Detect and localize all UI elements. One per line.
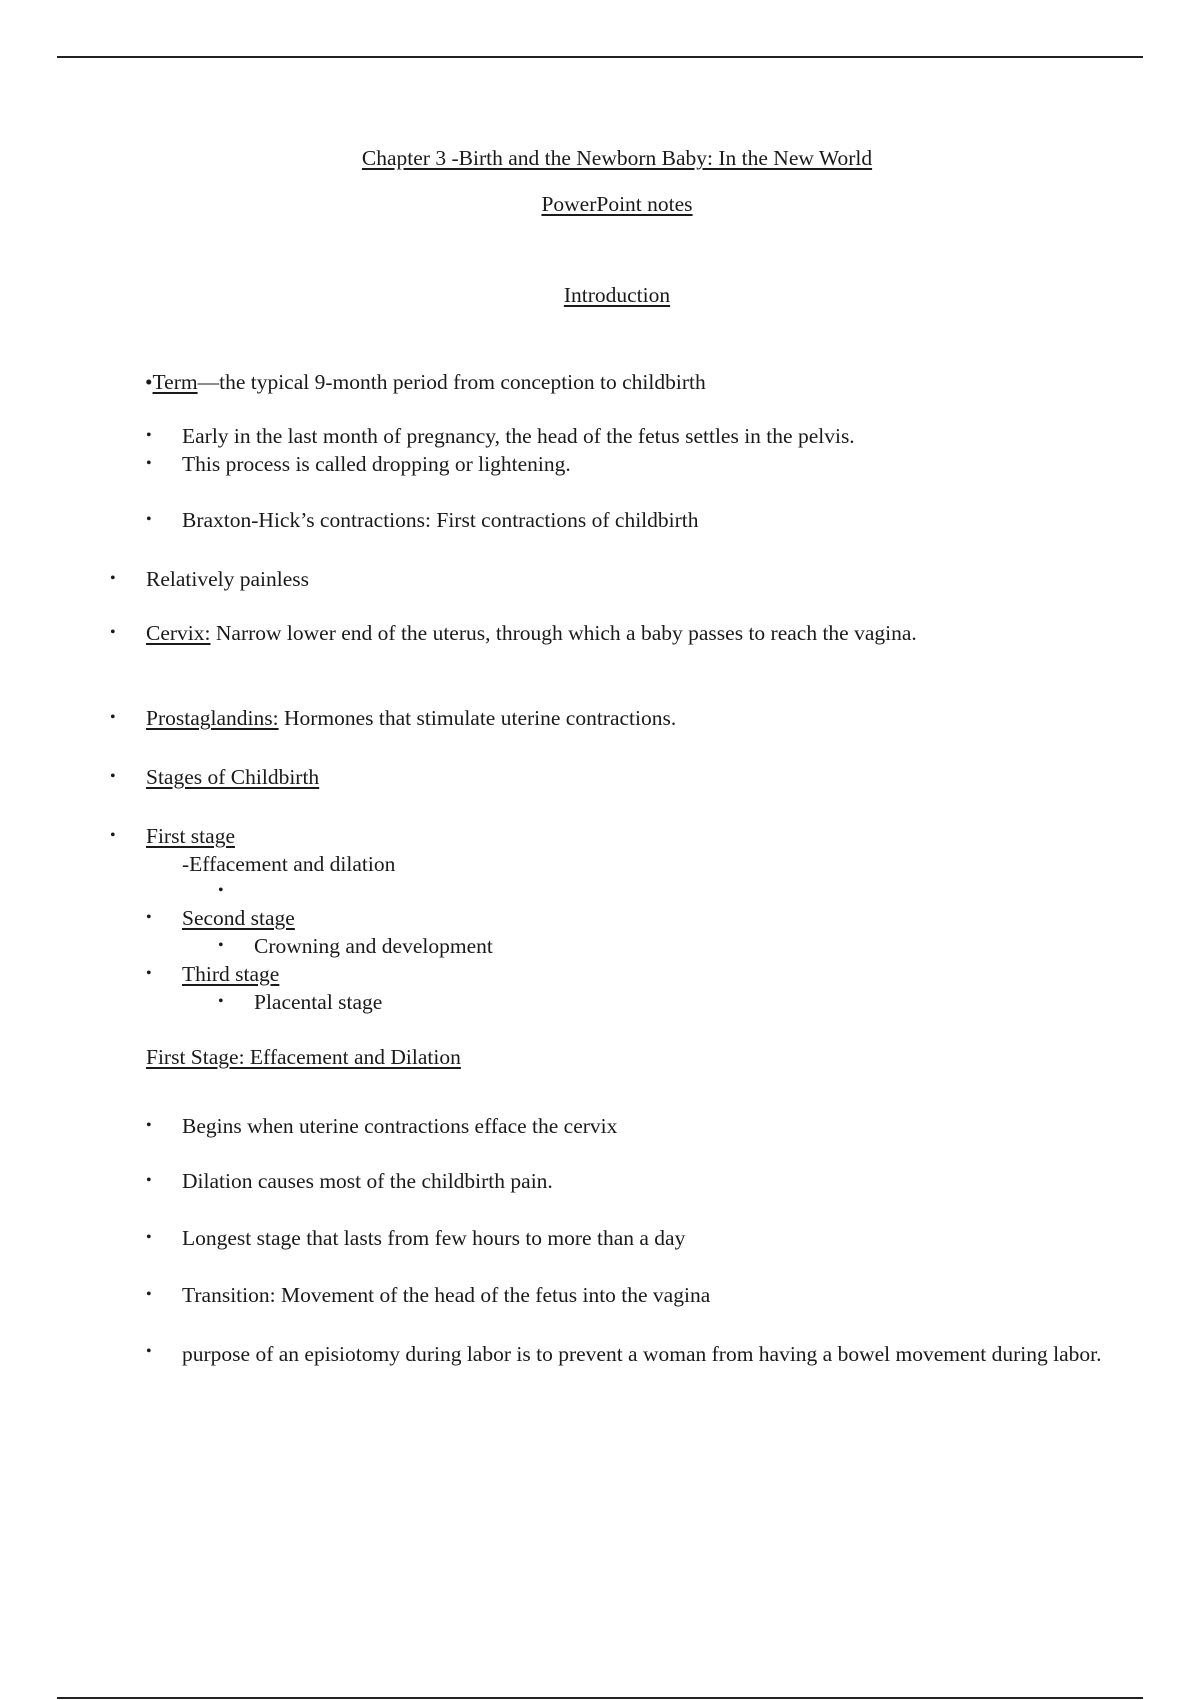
stage-third: Third stage bbox=[182, 962, 280, 986]
bullet-glyph: • bbox=[146, 455, 152, 472]
first-stage-item: Dilation causes most of the childbirth pain. bbox=[182, 1169, 553, 1193]
document-title: Chapter 3 -Birth and the Newborn Baby: In the New World bbox=[361, 146, 873, 170]
prostaglandins-text: Hormones that stimulate uterine contractions. bbox=[278, 706, 677, 730]
bullet-glyph: • bbox=[146, 909, 152, 926]
stage-second-sub: Crowning and development bbox=[254, 934, 493, 958]
term-definition bbox=[145, 370, 706, 395]
term-prefix: • bbox=[145, 370, 153, 394]
bottom-rule bbox=[57, 1697, 1143, 1699]
bullet-glyph: • bbox=[146, 427, 152, 444]
bullet-glyph: • bbox=[110, 570, 116, 587]
intro-item: Relatively painless bbox=[146, 567, 310, 591]
bullet-glyph: • bbox=[110, 624, 116, 641]
section-heading-introduction: Introduction bbox=[563, 283, 671, 307]
first-stage-item: Longest stage that lasts from few hours to more than a day bbox=[182, 1226, 686, 1250]
stage-second: Second stage bbox=[182, 906, 295, 930]
first-stage-item: Transition: Movement of the head of the fetus into the vagina bbox=[182, 1283, 711, 1307]
first-stage-item: purpose of an episiotomy during labor is to prevent a woman from having a bowel movement during labor. bbox=[182, 1342, 1102, 1366]
bullet-glyph: • bbox=[146, 1117, 152, 1134]
bullet-glyph: • bbox=[110, 827, 116, 844]
prostaglandins-label: Prostaglandins: bbox=[146, 706, 279, 730]
bullet-glyph: • bbox=[146, 1229, 152, 1246]
first-stage-item: Begins when uterine contractions efface the cervix bbox=[182, 1114, 618, 1138]
stages-heading: Stages of Childbirth bbox=[146, 765, 320, 789]
intro-item: Braxton-Hick’s contractions: First contractions of childbirth bbox=[182, 508, 699, 532]
first-stage-heading: First Stage: Effacement and Dilation bbox=[146, 1045, 461, 1069]
bullet-glyph: • bbox=[218, 882, 224, 899]
stage-third-sub: Placental stage bbox=[254, 990, 383, 1014]
bullet-glyph: • bbox=[146, 1343, 152, 1360]
bullet-glyph: • bbox=[146, 965, 152, 982]
cervix-definition bbox=[146, 621, 917, 646]
term-label: Term bbox=[152, 370, 198, 394]
bullet-glyph: • bbox=[146, 1172, 152, 1189]
document-subtitle: PowerPoint notes bbox=[541, 192, 693, 216]
cervix-label: Cervix: bbox=[146, 621, 211, 645]
stage-first-sub: -Effacement and dilation bbox=[182, 852, 396, 876]
term-text: —the typical 9-month period from conception to childbirth bbox=[197, 370, 706, 394]
prostaglandins-definition bbox=[146, 706, 676, 731]
bullet-glyph: • bbox=[146, 511, 152, 528]
intro-item: This process is called dropping or lightening. bbox=[182, 452, 571, 476]
stage-first: First stage bbox=[146, 824, 235, 848]
bullet-glyph: • bbox=[110, 709, 116, 726]
bullet-glyph: • bbox=[218, 993, 224, 1010]
top-rule bbox=[57, 56, 1143, 58]
bullet-glyph: • bbox=[110, 768, 116, 785]
intro-item: Early in the last month of pregnancy, the head of the fetus settles in the pelvis. bbox=[182, 424, 855, 448]
bullet-glyph: • bbox=[218, 937, 224, 954]
cervix-text: Narrow lower end of the uterus, through which a baby passes to reach the vagina. bbox=[210, 621, 917, 645]
bullet-glyph: • bbox=[146, 1286, 152, 1303]
